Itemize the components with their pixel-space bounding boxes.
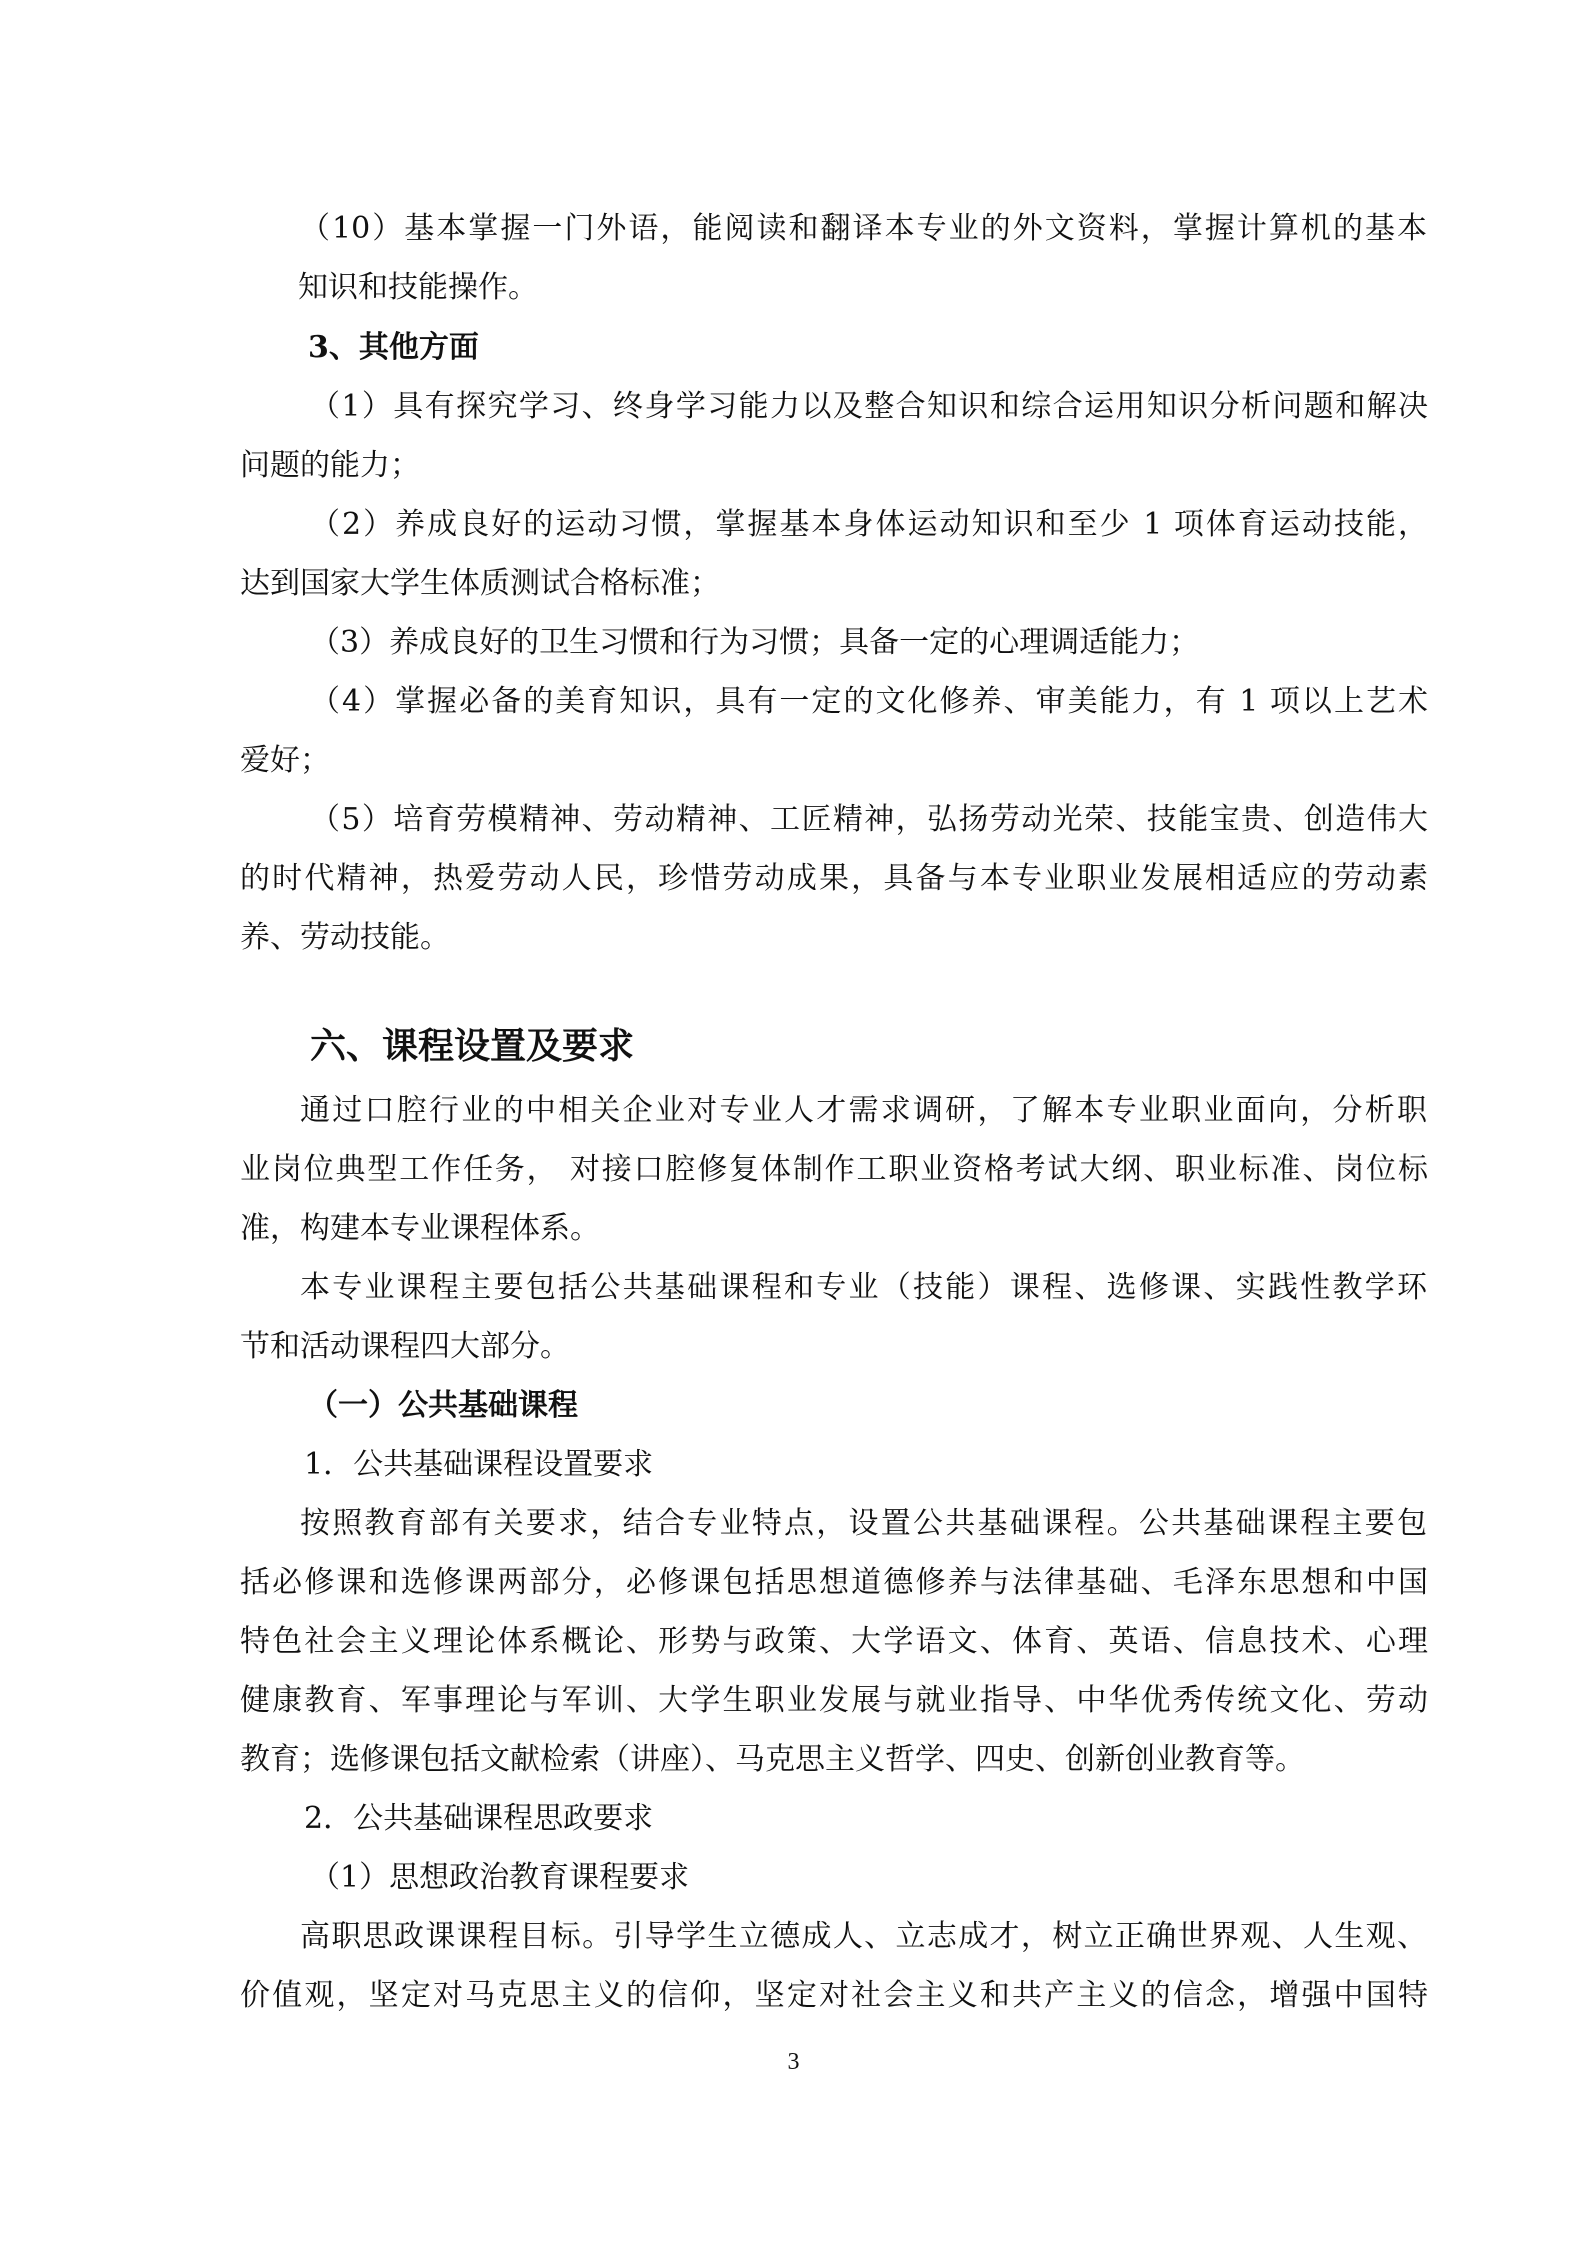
paragraph-line: 价值观，坚定对马克思主义的信仰，坚定对社会主义和共产主义的信念，增强中国特 xyxy=(240,1978,1428,2013)
paragraph-line: 爱好； xyxy=(240,743,330,778)
paragraph-line: 知识和技能操作。 xyxy=(298,270,538,305)
paragraph-line: 业岗位典型工作任务， 对接口腔修复体制作工职业资格考试大纲、职业标准、岗位标 xyxy=(240,1152,1428,1187)
paragraph-line: 通过口腔行业的中相关企业对专业人才需求调研，了解本专业职业面向，分析职 xyxy=(300,1093,1427,1128)
subsection-title: 2．公共基础课程思政要求 xyxy=(304,1801,654,1836)
paragraph-line: （1）具有探究学习、终身学习能力以及整合知识和综合运用知识分析问题和解决 xyxy=(310,389,1428,424)
paragraph-line: （3）养成良好的卫生习惯和行为习惯；具备一定的心理调适能力； xyxy=(310,625,1200,660)
paragraph-line: （10）基本掌握一门外语，能阅读和翻译本专业的外文资料，掌握计算机的基本 xyxy=(300,211,1427,246)
paragraph-line: 养、劳动技能。 xyxy=(240,920,450,955)
paragraph-line: 达到国家大学生体质测试合格标准； xyxy=(240,566,720,601)
paragraph-line: 高职思政课课程目标。引导学生立德成人、立志成才，树立正确世界观、人生观、 xyxy=(300,1919,1427,1954)
paragraph-line: （4）掌握必备的美育知识，具有一定的文化修养、审美能力，有 1 项以上艺术 xyxy=(310,684,1428,719)
paragraph-line: 按照教育部有关要求，结合专业特点，设置公共基础课程。公共基础课程主要包 xyxy=(300,1506,1427,1541)
paragraph-line: 的时代精神，热爱劳动人民，珍惜劳动成果，具备与本专业职业发展相适应的劳动素 xyxy=(240,861,1428,896)
paragraph-line: 教育；选修课包括文献检索（讲座）、马克思主义哲学、四史、创新创业教育等。 xyxy=(240,1742,1305,1777)
paragraph-line: 问题的能力； xyxy=(240,448,420,483)
paragraph-line: 特色社会主义理论体系概论、形势与政策、大学语文、体育、英语、信息技术、心理 xyxy=(240,1624,1428,1659)
paragraph-line: 本专业课程主要包括公共基础课程和专业（技能）课程、选修课、实践性教学环 xyxy=(300,1270,1427,1305)
subsection-title: 1．公共基础课程设置要求 xyxy=(304,1447,654,1482)
subsection-heading: （一）公共基础课程 xyxy=(308,1388,578,1423)
paragraph-line: 准，构建本专业课程体系。 xyxy=(240,1211,600,1246)
paragraph-line: 健康教育、军事理论与军训、大学生职业发展与就业指导、中华优秀传统文化、劳动 xyxy=(240,1683,1428,1718)
paragraph-line: 括必修课和选修课两部分，必修课包括思想道德修养与法律基础、毛泽东思想和中国 xyxy=(240,1565,1428,1600)
section-heading: 3、其他方面 xyxy=(308,330,479,365)
page-number: 3 xyxy=(787,2049,800,2075)
paragraph-line: （5）培育劳模精神、劳动精神、工匠精神，弘扬劳动光荣、技能宝贵、创造伟大 xyxy=(310,802,1428,837)
paragraph-line: 节和活动课程四大部分。 xyxy=(240,1329,570,1364)
chapter-heading: 六、课程设置及要求 xyxy=(310,1025,635,1067)
paragraph-line: （2）养成良好的运动习惯，掌握基本身体运动知识和至少 1 项体育运动技能， xyxy=(310,507,1428,542)
paragraph-line: （1）思想政治教育课程要求 xyxy=(310,1860,690,1895)
